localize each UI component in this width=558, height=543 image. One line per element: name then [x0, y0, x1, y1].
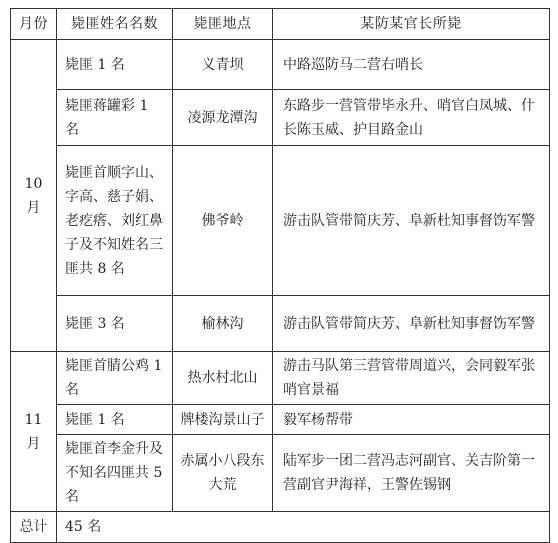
table-row — [11, 40, 550, 90]
month-cell-oct: 10 月 — [11, 40, 57, 352]
table-row — [11, 352, 550, 405]
total-value: 45 名 — [57, 512, 550, 543]
name-cell: 毙匪首顺字山、字高、慈子娟、老疙瘩、刘红鼻子及不知姓名三匪共 8 名 — [57, 146, 173, 296]
table-row — [11, 90, 550, 146]
name-cell: 毙匪蒋罐彩 1 名 — [57, 90, 173, 146]
place-cell: 凌源龙潭沟 — [173, 90, 273, 146]
table-row — [11, 146, 550, 296]
name-cell: 毙匪首李金升及不知名四匪共 5 名 — [57, 435, 173, 512]
total-label: 总计 — [11, 512, 57, 543]
header-officer: 某防某官长所毙 — [273, 9, 550, 40]
table-row — [11, 405, 550, 435]
place-cell: 榆林沟 — [173, 296, 273, 352]
header-row — [11, 9, 550, 40]
month-cell-nov: 11 月 — [11, 352, 57, 512]
name-cell: 毙匪首腈公鸡 1 名 — [57, 352, 173, 405]
officer-cell: 中路巡防马二营右哨长 — [273, 40, 550, 90]
officer-cell: 东路步一营管带毕永升、哨官白凤城、什长陈玉威、护目路金山 — [273, 90, 550, 146]
officer-cell: 毅军杨帮带 — [273, 405, 550, 435]
officer-cell: 游击队管带简庆芳、阜新杜知事督饬军警 — [273, 146, 550, 296]
name-cell: 毙匪 1 名 — [57, 40, 173, 90]
table-row — [11, 435, 550, 512]
officer-cell: 游击队管带简庆芳、阜新杜知事督饬军警 — [273, 296, 550, 352]
place-cell: 热水村北山 — [173, 352, 273, 405]
record-table — [10, 8, 550, 543]
header-name: 毙匪姓名名数 — [57, 9, 173, 40]
name-cell: 毙匪 3 名 — [57, 296, 173, 352]
place-cell: 赤属小八段东大荒 — [173, 435, 273, 512]
officer-cell: 陆军步一团二营冯志河副官、关吉阶第一营副官尹海祥，王警佐锡钢 — [273, 435, 550, 512]
table-row — [11, 296, 550, 352]
name-cell: 毙匪 1 名 — [57, 405, 173, 435]
place-cell: 义青坝 — [173, 40, 273, 90]
officer-cell: 游击马队第三营管带周道兴，会同毅军张哨官景福 — [273, 352, 550, 405]
place-cell: 佛爷岭 — [173, 146, 273, 296]
place-cell: 牌楼沟景山子 — [173, 405, 273, 435]
header-place: 毙匪地点 — [173, 9, 273, 40]
header-month: 月份 — [11, 9, 57, 40]
